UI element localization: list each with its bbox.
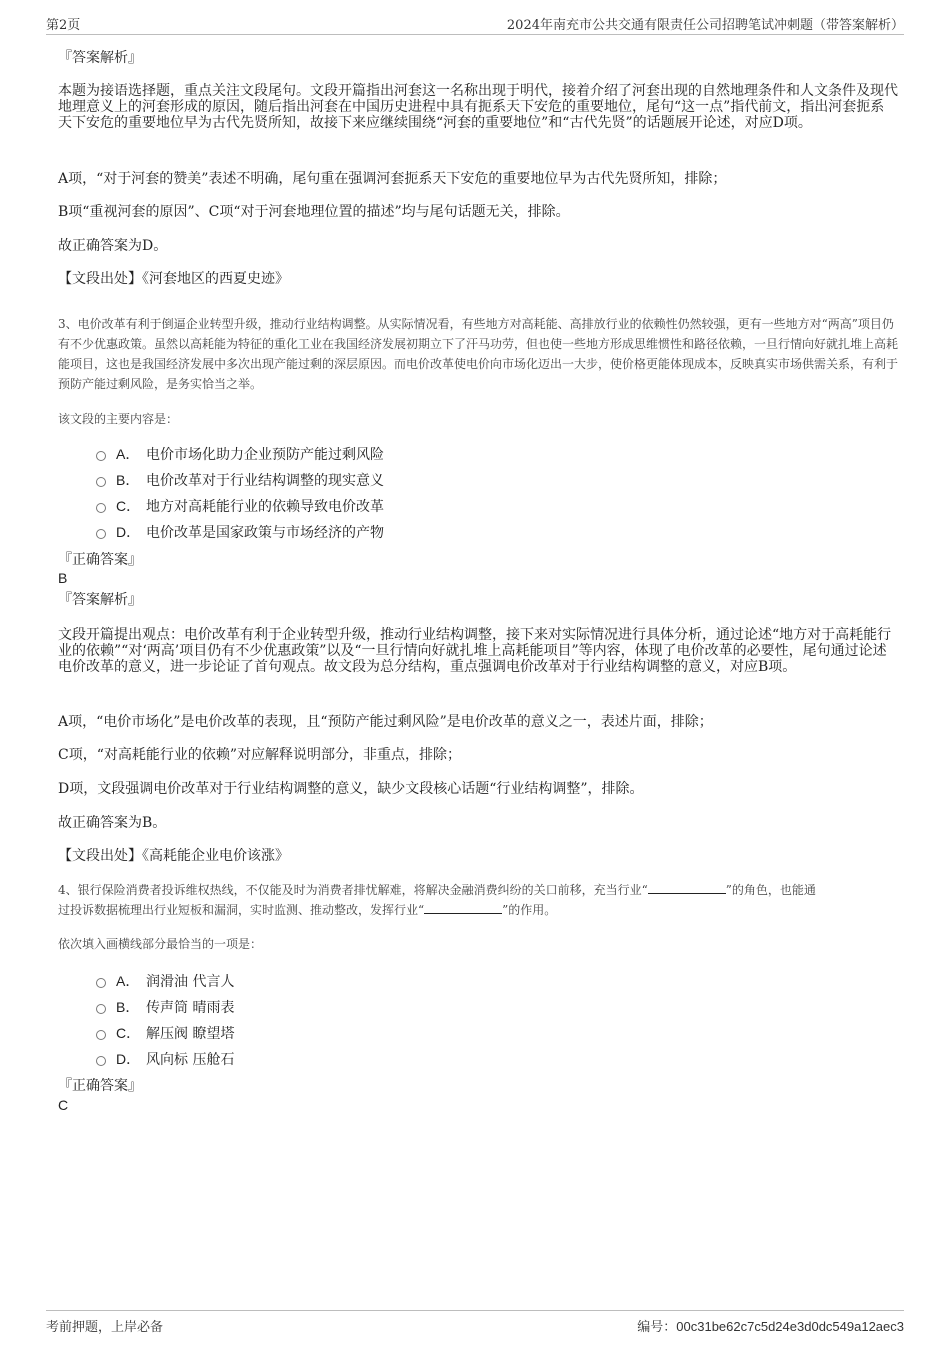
footer-slogan: 考前押题，上岸必备 bbox=[46, 1320, 164, 1335]
q3-answer-label: 『正确答案』 bbox=[58, 552, 142, 568]
q3-analysis-para-4: D项，文段强调电价改革对于行业结构调整的意义，缺少文段核心话题“行业结构调整”，排除。 bbox=[58, 781, 644, 797]
document-code: 编号：00c31be62c7c5d24e3d0dc549a12aec3 bbox=[637, 1319, 904, 1335]
q3-analysis-para-3: C项，“对高耗能行业的依赖”对应解释说明部分，非重点，排除； bbox=[58, 747, 462, 763]
page-number: 第2页 bbox=[46, 18, 81, 33]
q3-analysis-para-1: 文段开篇提出观点：电价改革有利于企业转型升级，推动行业结构调整，接下来对实际情况进行具体分析，通过论述“地方对于高耗能行业的依赖”“对‘两高’项目仍有不少优惠政策”以及“一旦行情向好就扎堆上高耗能项目”等内容，体现了电价改革的必要性，尾句通过论述电价改革的意义，进一步论证了首句观点。故文段为总分结构，重点强调电价改革对于行业结构调整的意义，对应B项。 bbox=[58, 627, 892, 675]
q2-analysis-para-3: B项“重视河套的原因”、C项“对于河套地理位置的描述”均与尾句话题无关，排除。 bbox=[58, 204, 570, 220]
radio-icon[interactable] bbox=[96, 1056, 106, 1066]
q4-question: 依次填入画横线部分最恰当的一项是： bbox=[58, 937, 263, 951]
radio-icon[interactable] bbox=[96, 477, 106, 487]
q4-answer: C bbox=[58, 1097, 69, 1113]
answer-blank-2 bbox=[424, 901, 502, 914]
q3-stem: 3、电价改革有利于倒逼企业转型升级，推动行业结构调整。从实际情况看，有些地方对高耗能、高排放行业的依赖性仍然较强，更有一些地方对“两高”项目仍有不少优惠政策。虽然以高耗能为特征的重化工业在我国经济发展初期立下了汗马功劳，但也使一些地方形成思维惯性和路径依赖，一旦行情向好就扎堆上高耗能项目，这也是我国经济发展中多次出现产能过剩的深层原因。而电价改革使电价向市场化迈出一大步，使价格更能体现成本，反映真实市场供需关系，有利于预防产能过剩风险，是务实恰当之举。 bbox=[58, 317, 899, 391]
radio-icon[interactable] bbox=[96, 1030, 106, 1040]
q3-analysis-para-5: 故正确答案为B。 bbox=[58, 815, 167, 831]
q3-question: 该文段的主要内容是： bbox=[58, 412, 179, 426]
q3-option-c[interactable]: C． 地方对高耗能行业的依赖导致电价改革 bbox=[96, 493, 384, 519]
q2-analysis-para-2: A项，“对于河套的赞美”表述不明确，尾句重在强调河套扼系天下安危的重要地位早为古代先贤所知，排除； bbox=[58, 171, 727, 187]
radio-icon[interactable] bbox=[96, 503, 106, 513]
q2-analysis-label: 『答案解析』 bbox=[58, 50, 142, 66]
q3-analysis-para-2: A项，“电价市场化”是电价改革的表现，且“预防产能过剩风险”是电价改革的意义之一，表述片面，排除； bbox=[58, 714, 713, 730]
q4-option-d[interactable]: D． 风向标 压舱石 bbox=[96, 1046, 234, 1072]
q2-analysis-para-1: 本题为接语选择题，重点关注文段尾句。文段开篇指出河套这一名称出现于明代，接着介绍了河套出现的自然地理条件和人文条件及现代地理意义上的河套形成的原因，随后指出河套在中国历史进程中具有扼系天下安危的重要地位，尾句“这一点”指代前文，指出河套扼系天下安危的重要地位早为古代先贤所知，故接下来应继续围绕“河套的重要地位”和“古代先贤”的话题展开论述，对应D项。 bbox=[58, 83, 898, 131]
q3-source: 【文段出处】《高耗能企业电价该涨》 bbox=[58, 848, 289, 864]
page-footer bbox=[46, 1310, 904, 1335]
q3-option-a[interactable]: A． 电价市场化助力企业预防产能过剩风险 bbox=[96, 441, 384, 467]
q4-option-a[interactable]: A． 润滑油 代言人 bbox=[96, 968, 234, 994]
document-title: 2024年南充市公共交通有限责任公司招聘笔试冲刺题（带答案解析） bbox=[506, 18, 904, 33]
q3-options bbox=[96, 441, 384, 545]
radio-icon[interactable] bbox=[96, 1004, 106, 1014]
q2-analysis-para-4: 故正确答案为D。 bbox=[58, 238, 168, 254]
q4-options bbox=[96, 968, 234, 1072]
page-header bbox=[46, 14, 904, 35]
radio-icon[interactable] bbox=[96, 451, 106, 461]
q4-option-c[interactable]: C． 解压阀 瞭望塔 bbox=[96, 1020, 234, 1046]
q3-analysis-label: 『答案解析』 bbox=[58, 592, 142, 608]
q2-source: 【文段出处】《河套地区的西夏史迹》 bbox=[58, 271, 289, 287]
q3-option-b[interactable]: B． 电价改革对于行业结构调整的现实意义 bbox=[96, 467, 384, 493]
radio-icon[interactable] bbox=[96, 978, 106, 988]
answer-blank-1 bbox=[648, 881, 726, 894]
q4-option-b[interactable]: B． 传声筒 晴雨表 bbox=[96, 994, 234, 1020]
q4-answer-label: 『正确答案』 bbox=[58, 1078, 142, 1094]
radio-icon[interactable] bbox=[96, 529, 106, 539]
q3-option-d[interactable]: D． 电价改革是国家政策与市场经济的产物 bbox=[96, 519, 384, 545]
q4-stem: 4、银行保险消费者投诉维权热线，不仅能及时为消费者排忧解难，将解决金融消费纠纷的关口前移，充当行业“ ”的角色，也能通 过投诉数据梳理出行业短板和漏洞，实时监测、推动整改，发挥行业“ ”的作用。 bbox=[58, 883, 816, 917]
q3-answer: B bbox=[58, 570, 68, 586]
